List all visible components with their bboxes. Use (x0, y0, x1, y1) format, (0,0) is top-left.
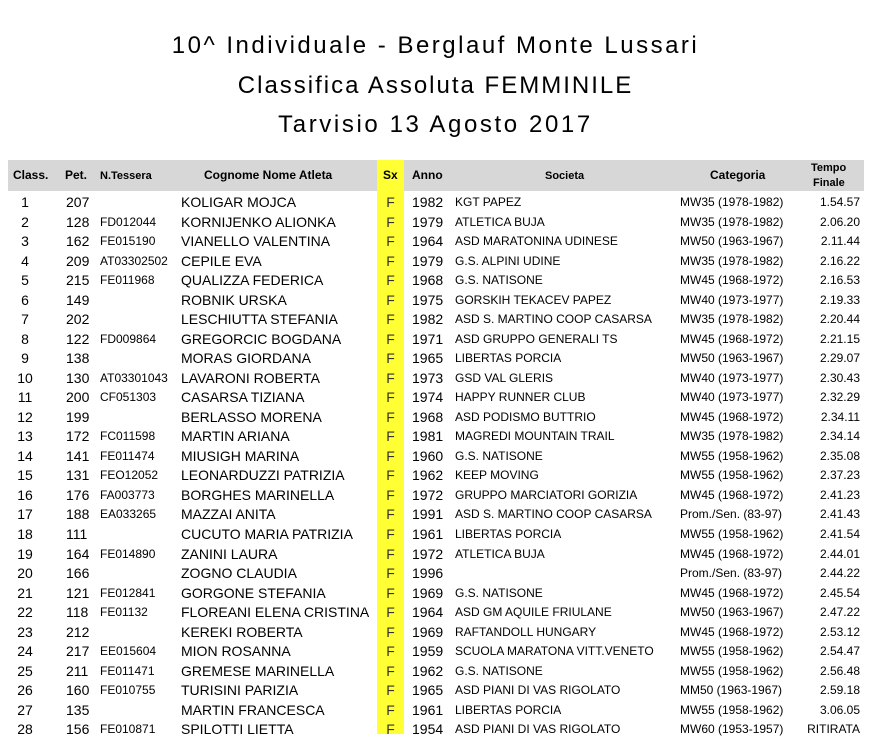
category-cell: MW45 (1968-1972) (680, 546, 784, 561)
time-cell: 2.29.07 (819, 351, 860, 366)
table-row (0, 330, 871, 349)
time-cell: 2.16.53 (819, 273, 860, 288)
tessera-cell: FA003773 (100, 487, 155, 502)
athlete-name-cell: KOLIGAR MOJCA (181, 194, 297, 210)
header-sx: Sx (383, 168, 398, 182)
sex-cell: F (386, 565, 395, 582)
class-cell: 24 (17, 643, 33, 660)
header-class: Class. (13, 168, 49, 182)
society-cell: ASD PIANI DI VAS RIGOLATO (455, 722, 621, 737)
year-cell: 1961 (412, 701, 444, 718)
sex-cell: F (386, 604, 395, 621)
header-tessera: N.Tessera (100, 170, 152, 182)
tessera-cell: FEO12052 (100, 468, 159, 483)
table-row (0, 349, 871, 368)
time-cell: 2.56.48 (819, 663, 860, 678)
year-cell: 1959 (412, 643, 444, 660)
athlete-name-cell: ZANINI LAURA (181, 545, 278, 562)
table-row (0, 310, 871, 329)
time-cell: 2.59.18 (819, 683, 860, 698)
table-row (0, 623, 871, 642)
class-cell: 15 (17, 467, 33, 484)
time-cell: 2.11.44 (820, 234, 860, 249)
pet-cell: 217 (66, 643, 90, 660)
pet-cell: 162 (66, 233, 90, 250)
time-cell: 2.41.43 (819, 507, 860, 522)
athlete-name-cell: CASARSA TIZIANA (181, 389, 305, 406)
time-cell: RITIRATA (807, 722, 860, 737)
athlete-name-cell: CEPILE EVA (181, 252, 262, 269)
category-cell: MW40 (1973-1977) (680, 292, 784, 307)
class-cell: 9 (21, 350, 29, 367)
class-cell: 11 (17, 389, 33, 406)
sex-cell: F (386, 506, 395, 523)
sex-cell: F (386, 584, 395, 601)
category-cell: MW50 (1963-1967) (680, 605, 784, 620)
tessera-cell: FE01132 (100, 605, 148, 620)
society-cell: ASD MARATONINA UDINESE (455, 234, 618, 249)
year-cell: 1975 (412, 291, 444, 308)
category-cell: MW55 (1958-1962) (680, 702, 784, 717)
sex-cell: F (386, 545, 395, 562)
category-cell: MW55 (1958-1962) (680, 527, 784, 541)
athlete-name-cell: KORNIJENKO ALIONKA (181, 213, 336, 230)
society-cell: ASD S. MARTINO COOP CASARSA (455, 507, 652, 522)
year-cell: 1972 (412, 486, 444, 503)
pet-cell: 166 (66, 565, 90, 582)
society-cell: LIBERTAS PORCIA (455, 527, 562, 541)
class-cell: 3 (21, 233, 29, 250)
tessera-cell: FD012044 (100, 214, 157, 229)
table-row (0, 564, 871, 583)
time-cell: 3.06.05 (819, 702, 860, 717)
tessera-cell: FE010755 (100, 683, 156, 698)
athlete-name-cell: ZOGNO CLAUDIA (181, 565, 297, 582)
athlete-name-cell: MION ROSANNA (181, 643, 291, 660)
header-societa: Societa (545, 170, 585, 182)
society-cell: KGT PAPEZ (455, 195, 522, 209)
year-cell: 1996 (412, 565, 444, 582)
class-cell: 17 (17, 506, 33, 523)
year-cell: 1973 (412, 369, 444, 386)
time-cell: 2.53.12 (819, 624, 860, 639)
class-cell: 14 (17, 447, 33, 464)
society-cell: KEEP MOVING (455, 468, 539, 483)
sex-cell: F (386, 408, 395, 425)
pet-cell: 199 (66, 408, 90, 425)
table-row (0, 427, 871, 446)
table-row (0, 291, 871, 310)
table-row (0, 252, 871, 271)
table-row (0, 486, 871, 505)
category-cell: MW35 (1978-1982) (680, 429, 784, 444)
year-cell: 1962 (412, 467, 444, 484)
category-cell: MW50 (1963-1967) (680, 351, 784, 366)
class-cell: 23 (17, 623, 33, 640)
table-row (0, 681, 871, 700)
pet-cell: 202 (66, 311, 90, 328)
sex-cell: F (386, 467, 395, 484)
sex-cell: F (386, 643, 395, 660)
table-row (0, 525, 871, 544)
society-cell: RAFTANDOLL HUNGARY (455, 624, 597, 639)
year-cell: 1964 (412, 233, 444, 250)
category-cell: MW55 (1958-1962) (680, 663, 784, 678)
tessera-cell: FE012841 (100, 585, 156, 600)
header-pet: Pet. (65, 168, 88, 182)
tessera-cell: FE010871 (100, 722, 156, 737)
tessera-cell: AT03301043 (100, 370, 168, 385)
category-cell: MM50 (1963-1967) (680, 683, 783, 698)
category-cell: MW55 (1958-1962) (680, 448, 784, 463)
sex-cell: F (386, 389, 395, 406)
category-cell: Prom./Sen. (83-97) (680, 507, 783, 522)
class-cell: 22 (17, 604, 33, 621)
tessera-cell: EE015604 (100, 644, 157, 659)
class-cell: 20 (17, 565, 33, 582)
table-row (0, 271, 871, 290)
year-cell: 1974 (412, 389, 444, 406)
tessera-cell: FC011598 (100, 429, 156, 444)
table-row (0, 505, 871, 524)
title-line-2: Classifica Assoluta FEMMINILE (237, 72, 634, 99)
table-row (0, 545, 871, 564)
year-cell: 1968 (412, 272, 444, 289)
title-line-1: 10^ Individuale - Berglauf Monte Lussari (171, 32, 700, 59)
class-cell: 26 (17, 682, 33, 699)
time-cell: 2.20.44 (819, 312, 860, 327)
class-cell: 13 (17, 428, 33, 445)
athlete-name-cell: KEREKI ROBERTA (181, 623, 303, 640)
category-cell: MW45 (1968-1972) (680, 273, 784, 288)
society-cell: G.S. ALPINI UDINE (455, 253, 561, 268)
pet-cell: 164 (66, 545, 90, 562)
athlete-name-cell: SPILOTTI LIETTA (181, 721, 294, 738)
class-cell: 2 (21, 213, 29, 230)
year-cell: 1982 (412, 194, 444, 210)
time-cell: 2.16.22 (819, 253, 860, 268)
class-cell: 7 (21, 311, 29, 328)
class-cell: 1 (21, 194, 29, 210)
year-cell: 1960 (412, 447, 444, 464)
tessera-cell: FE015190 (100, 234, 156, 249)
time-cell: 2.35.08 (819, 448, 860, 463)
year-cell: 1968 (412, 408, 444, 425)
athlete-name-cell: MARTIN FRANCESCA (181, 701, 325, 718)
class-cell: 25 (17, 662, 33, 679)
tessera-cell: FE011968 (100, 273, 155, 288)
society-cell: GORSKIH TEKACEV PAPEZ (455, 292, 612, 307)
category-cell: MW35 (1978-1982) (680, 214, 784, 229)
category-cell: MW45 (1968-1972) (680, 409, 784, 424)
society-cell: LIBERTAS PORCIA (455, 351, 562, 366)
time-cell: 2.19.33 (819, 292, 860, 307)
society-cell: G.S. NATISONE (455, 273, 543, 288)
category-cell: MW40 (1973-1977) (680, 370, 784, 385)
category-cell: Prom./Sen. (83-97) (680, 566, 783, 581)
sex-cell: F (386, 447, 395, 464)
sex-cell: F (386, 721, 395, 738)
year-cell: 1981 (412, 428, 444, 445)
header-name: Cognome Nome Atleta (204, 168, 333, 182)
pet-cell: 128 (66, 213, 90, 230)
time-cell: 2.34.14 (819, 429, 860, 444)
table-row (0, 232, 871, 251)
table-row (0, 447, 871, 466)
category-cell: MW60 (1953-1957) (680, 722, 784, 737)
society-cell: GRUPPO MARCIATORI GORIZIA (455, 487, 638, 502)
table-row (0, 603, 871, 622)
class-cell: 28 (17, 721, 33, 738)
year-cell: 1969 (412, 584, 444, 601)
pet-cell: 131 (66, 467, 90, 484)
pet-cell: 122 (66, 330, 90, 347)
athlete-name-cell: LEONARDUZZI PATRIZIA (181, 467, 345, 484)
table-row (0, 369, 871, 388)
category-cell: MW50 (1963-1967) (680, 234, 784, 249)
society-cell: ASD S. MARTINO COOP CASARSA (455, 312, 652, 327)
year-cell: 1982 (412, 311, 444, 328)
category-cell: MW35 (1978-1982) (680, 312, 784, 327)
year-cell: 1972 (412, 545, 444, 562)
header-anno: Anno (412, 168, 443, 182)
sex-cell: F (386, 291, 395, 308)
time-cell: 2.41.23 (819, 487, 860, 502)
athlete-name-cell: LESCHIUTTA STEFANIA (181, 311, 338, 328)
sex-cell: F (386, 486, 395, 503)
society-cell: GSD VAL GLERIS (455, 370, 554, 385)
class-cell: 21 (17, 584, 33, 601)
year-cell: 1961 (412, 526, 444, 542)
sex-cell: F (386, 623, 395, 640)
time-cell: 2.34.11 (820, 409, 860, 424)
society-cell: ATLETICA BUJA (455, 214, 545, 229)
time-cell: 2.44.01 (819, 546, 860, 561)
year-cell: 1962 (412, 662, 444, 679)
athlete-name-cell: MAZZAI ANITA (181, 506, 276, 523)
athlete-name-cell: MIUSIGH MARINA (181, 447, 300, 464)
class-cell: 27 (17, 701, 33, 718)
class-cell: 4 (21, 252, 29, 269)
time-cell: 2.47.22 (819, 605, 860, 620)
table-row (0, 466, 871, 485)
class-cell: 18 (17, 526, 33, 542)
class-cell: 10 (17, 369, 33, 386)
pet-cell: 130 (66, 369, 90, 386)
class-cell: 16 (17, 486, 33, 503)
sex-cell: F (386, 428, 395, 445)
year-cell: 1979 (412, 252, 444, 269)
year-cell: 1964 (412, 604, 444, 621)
athlete-name-cell: ROBNIK URSKA (181, 291, 287, 308)
table-row (0, 408, 871, 427)
class-cell: 5 (21, 272, 29, 289)
tessera-cell: FE011474 (100, 448, 155, 463)
pet-cell: 138 (66, 350, 90, 367)
society-cell: MAGREDI MOUNTAIN TRAIL (455, 429, 615, 444)
society-cell: ASD GM AQUILE FRIULANE (455, 605, 612, 620)
sex-cell: F (386, 526, 395, 542)
header-tempo-line2: Finale (813, 177, 845, 189)
sex-cell: F (386, 213, 395, 230)
athlete-name-cell: LAVARONI ROBERTA (181, 369, 320, 386)
time-cell: 2.06.20 (819, 214, 860, 229)
tessera-cell: FE011471 (100, 663, 155, 678)
class-cell: 19 (17, 545, 33, 562)
society-cell: ASD PODISMO BUTTRIO (455, 409, 596, 424)
society-cell: G.S. NATISONE (455, 585, 543, 600)
pet-cell: 188 (66, 506, 90, 523)
table-row (0, 720, 871, 739)
category-cell: MW35 (1978-1982) (680, 195, 784, 209)
athlete-name-cell: FLOREANI ELENA CRISTINA (181, 604, 370, 621)
pet-cell: 172 (66, 428, 90, 445)
category-cell: MW40 (1973-1977) (680, 390, 784, 405)
sex-cell: F (386, 662, 395, 679)
category-cell: MW45 (1968-1972) (680, 585, 784, 600)
athlete-name-cell: BORGHES MARINELLA (181, 486, 335, 503)
category-cell: MW55 (1958-1962) (680, 468, 784, 483)
year-cell: 1991 (412, 506, 444, 523)
sex-cell: F (386, 330, 395, 347)
table-row (0, 642, 871, 661)
tessera-cell: CF051303 (100, 390, 157, 405)
tessera-cell: FE014890 (100, 546, 156, 561)
sex-cell: F (386, 272, 395, 289)
header-categoria: Categoria (710, 168, 766, 182)
time-cell: 2.45.54 (819, 585, 860, 600)
athlete-name-cell: BERLASSO MORENA (181, 408, 322, 425)
tessera-cell: FD009864 (100, 331, 157, 346)
year-cell: 1971 (412, 330, 444, 347)
header-tempo-line1: Tempo (811, 162, 847, 174)
pet-cell: 118 (66, 604, 89, 621)
sex-cell: F (386, 350, 395, 367)
class-cell: 8 (21, 330, 29, 347)
athlete-name-cell: VIANELLO VALENTINA (181, 233, 331, 250)
tessera-cell: EA033265 (100, 507, 157, 522)
pet-cell: 121 (66, 584, 90, 601)
table-row (0, 388, 871, 407)
sex-cell: F (386, 233, 395, 250)
category-cell: MW45 (1968-1972) (680, 331, 784, 346)
year-cell: 1969 (412, 623, 444, 640)
sex-cell: F (386, 252, 395, 269)
time-cell: 2.37.23 (819, 468, 860, 483)
title-line-3: Tarvisio 13 Agosto 2017 (278, 111, 593, 138)
pet-cell: 160 (66, 682, 90, 699)
table-row (0, 213, 871, 232)
pet-cell: 211 (66, 662, 89, 679)
society-cell: ATLETICA BUJA (455, 546, 545, 561)
pet-cell: 156 (66, 721, 90, 738)
table-row (0, 701, 871, 720)
pet-cell: 176 (66, 486, 90, 503)
society-cell: SCUOLA MARATONA VITT.VENETO (455, 644, 654, 659)
time-cell: 1.54.57 (819, 195, 860, 209)
category-cell: MW45 (1968-1972) (680, 487, 784, 502)
athlete-name-cell: GREGORCIC BOGDANA (181, 330, 342, 347)
category-cell: MW55 (1958-1962) (680, 644, 784, 659)
category-cell: MW45 (1968-1972) (680, 624, 784, 639)
time-cell: 2.41.54 (819, 527, 860, 541)
time-cell: 2.54.47 (819, 644, 860, 659)
year-cell: 1965 (412, 682, 444, 699)
year-cell: 1954 (412, 721, 444, 738)
society-cell: LIBERTAS PORCIA (455, 702, 562, 717)
sex-cell: F (386, 701, 395, 718)
table-row (0, 193, 871, 212)
category-cell: MW35 (1978-1982) (680, 253, 784, 268)
time-cell: 2.44.22 (819, 566, 860, 581)
pet-cell: 149 (66, 291, 90, 308)
pet-cell: 141 (66, 447, 90, 464)
pet-cell: 200 (66, 389, 90, 406)
society-cell: HAPPY RUNNER CLUB (455, 390, 586, 405)
society-cell: ASD GRUPPO GENERALI TS (455, 331, 618, 346)
sex-cell: F (386, 311, 395, 328)
pet-cell: 111 (66, 526, 88, 542)
table-row (0, 662, 871, 681)
time-cell: 2.21.15 (819, 331, 860, 346)
class-cell: 12 (17, 408, 33, 425)
sex-cell: F (386, 682, 395, 699)
pet-cell: 207 (66, 194, 90, 210)
pet-cell: 212 (66, 623, 90, 640)
pet-cell: 215 (66, 272, 90, 289)
pet-cell: 209 (66, 252, 90, 269)
athlete-name-cell: CUCUTO MARIA PATRIZIA (181, 526, 353, 542)
time-cell: 2.30.43 (819, 370, 860, 385)
pet-cell: 135 (66, 701, 90, 718)
athlete-name-cell: GREMESE MARINELLA (181, 662, 335, 679)
society-cell: G.S. NATISONE (455, 448, 543, 463)
sex-cell: F (386, 369, 395, 386)
tessera-cell: AT03302502 (100, 253, 168, 268)
athlete-name-cell: MARTIN ARIANA (181, 428, 290, 445)
sex-cell: F (386, 194, 395, 210)
society-cell: G.S. NATISONE (455, 663, 543, 678)
year-cell: 1965 (412, 350, 444, 367)
athlete-name-cell: GORGONE STEFANIA (181, 584, 326, 601)
year-cell: 1979 (412, 213, 444, 230)
table-row (0, 584, 871, 603)
athlete-name-cell: QUALIZZA FEDERICA (181, 272, 324, 289)
time-cell: 2.32.29 (819, 390, 860, 405)
athlete-name-cell: MORAS GIORDANA (181, 350, 311, 367)
class-cell: 6 (21, 291, 29, 308)
society-cell: ASD PIANI DI VAS RIGOLATO (455, 683, 621, 698)
athlete-name-cell: TURISINI PARIZIA (181, 682, 299, 699)
